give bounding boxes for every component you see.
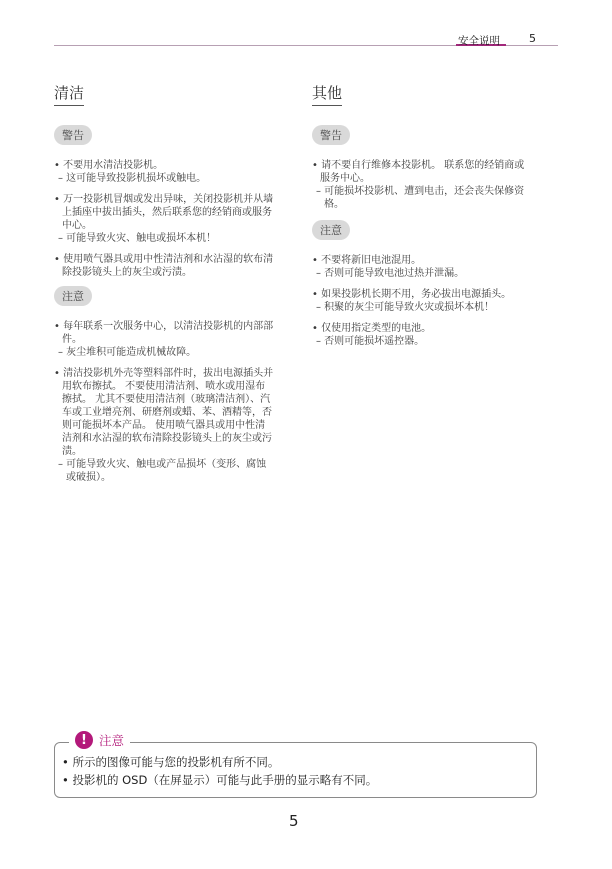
- list-item-sub: – 可能导致火灾、触电或损坏本机！: [58, 233, 217, 244]
- list-item-text: • 请不要自行维修本投影机。 联系您的经销商或服务中心。: [312, 160, 525, 184]
- list-item-text: • 万一投影机冒烟或发出异味，关闭投影机并从墙上插座中拔出插头，然后联系您的经销商或服务中心。: [54, 194, 274, 231]
- list-item: [312, 254, 532, 280]
- list-item: [54, 253, 274, 279]
- list-item: [54, 320, 274, 359]
- list-item-text: • 如果投影机长期不用，务必拔出电源插头。: [312, 289, 512, 300]
- header-section-title: 安全说明: [458, 35, 500, 47]
- caution-badge: 注意: [312, 220, 350, 240]
- exclamation-icon: !: [75, 731, 93, 749]
- list-item-text: • 仅使用指定类型的电池。: [312, 323, 432, 334]
- list-item-sub: – 这可能导致投影机损坏或触电。: [58, 173, 207, 184]
- list-item-text: • 不要将新旧电池混用。: [312, 255, 422, 266]
- list-item-text: • 使用喷气器具或用中性清洁剂和水沾湿的软布清除投影镜头上的灰尘或污渍。: [54, 254, 274, 278]
- cleaning-title: 清洁: [54, 82, 84, 106]
- note-label: 注意: [99, 733, 125, 748]
- other-title: 其他: [312, 82, 342, 106]
- note-lines: [62, 753, 377, 789]
- list-item-text: • 每年联系一次服务中心，以清洁投影机的内部部件。: [54, 321, 274, 345]
- note-box: [54, 732, 537, 798]
- list-item-sub: – 积聚的灰尘可能导致火灾或损坏本机！: [316, 302, 495, 313]
- page-number: 5: [289, 812, 299, 830]
- list-item: [54, 193, 274, 245]
- list-item-sub: – 可能导致火灾、触电或产品损坏（变形、腐蚀或破损）。: [58, 459, 267, 483]
- warning-badge: 警告: [54, 125, 92, 145]
- cleaning-column: [54, 82, 274, 492]
- caution-badge: 注意: [54, 286, 92, 306]
- note-header: [69, 731, 130, 749]
- header-page-number: 5: [529, 32, 536, 45]
- list-item-text: • 清洁投影机外壳等塑料部件时，拔出电源插头并用软布擦拭。 不要使用清洁剂、喷水或用湿布擦拭。 尤其不要使用清洁剂（玻璃清洁剂）、汽车或工业增亮剂、研磨剂或蜡、苯、酒精等，否则可能损坏本产品。 使用喷气器具或用中性清洁剂和水沾湿的软布清除投影镜头上的灰尘或污渍。: [54, 368, 274, 457]
- list-item-text: • 不要用水清洁投影机。: [54, 160, 164, 171]
- list-item: [54, 159, 274, 185]
- list-item: [312, 159, 532, 211]
- note-line: • 所示的图像可能与您的投影机有所不同。: [62, 755, 280, 769]
- note-line: • 投影机的 OSD（在屏显示）可能与此手册的显示略有不同。: [62, 773, 378, 787]
- list-item-sub: – 否则可能导致电池过热并泄漏。: [316, 268, 465, 279]
- list-item: [54, 367, 274, 484]
- other-column: [312, 82, 532, 356]
- list-item: [312, 322, 532, 348]
- list-item-sub: – 否则可能损坏遥控器。: [316, 336, 425, 347]
- list-item-sub: – 可能损坏投影机、遭到电击，还会丧失保修资格。: [316, 186, 525, 210]
- warning-badge: 警告: [312, 125, 350, 145]
- list-item-sub: – 灰尘堆积可能造成机械故障。: [58, 347, 197, 358]
- list-item: [312, 288, 532, 314]
